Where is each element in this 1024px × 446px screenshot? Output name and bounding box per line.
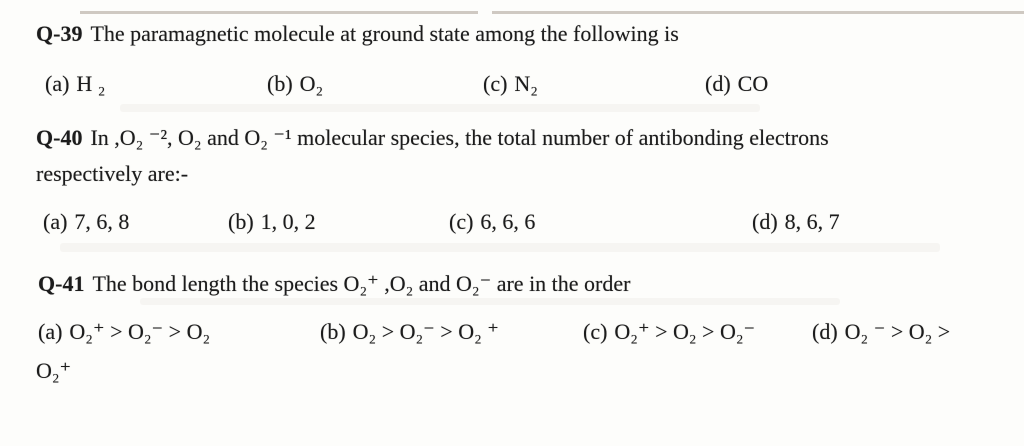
q40-option-a-label: (a)	[43, 209, 68, 234]
q40-option-b-label: (b)	[228, 209, 254, 234]
q41-option-d-label: (d)	[812, 319, 838, 344]
question-41-title	[38, 270, 630, 298]
q39-option-d	[705, 70, 768, 98]
q41-option-a-value: O₂⁺ > O₂⁻ > O₂	[69, 319, 211, 344]
q41-option-b-value: O₂ > O₂⁻ > O₂ ⁺	[352, 319, 499, 344]
question-39-number: Q-39	[36, 21, 83, 46]
question-41-text: The bond length the species O₂⁺ ,O₂ and O₂⁻ are in the order	[92, 271, 631, 296]
q40-option-a-value: 7, 6, 8	[74, 209, 130, 234]
q39-option-b	[267, 70, 323, 98]
q39-option-c-value: N₂	[514, 71, 538, 96]
question-39-text: The paramagnetic molecule at ground state among the following is	[90, 21, 679, 46]
q40-option-d	[752, 208, 840, 236]
q41-option-b-label: (b)	[320, 319, 346, 344]
q40-option-d-label: (d)	[752, 209, 778, 234]
question-40-text-line2: respectively are:-	[36, 161, 189, 186]
q41-option-d	[812, 318, 950, 346]
q39-option-b-value: O₂	[299, 71, 324, 96]
q41-option-c-value: O₂⁺ > O₂ > O₂⁻	[614, 319, 756, 344]
q40-option-c-value: 6, 6, 6	[480, 209, 536, 234]
top-border-rule-right	[492, 11, 1024, 14]
scan-smudge	[120, 104, 760, 112]
q39-option-d-value: CO	[737, 71, 769, 96]
q39-option-d-label: (d)	[705, 71, 731, 96]
q40-option-c	[449, 208, 535, 236]
q40-option-b-value: 1, 0, 2	[260, 209, 316, 234]
q39-option-a-label: (a)	[45, 71, 70, 96]
q41-option-a-label: (a)	[38, 319, 63, 344]
q41-option-d-continuation: O₂⁺	[36, 358, 72, 383]
q40-option-d-value: 8, 6, 7	[784, 209, 840, 234]
q39-option-a	[45, 70, 105, 98]
q39-option-a-value: H ₂	[76, 71, 106, 96]
top-border-rule-left	[80, 11, 478, 14]
q41-option-b	[320, 318, 499, 346]
question-40-number: Q-40	[36, 125, 83, 150]
question-39-title	[36, 20, 679, 48]
q41-option-c-label: (c)	[583, 319, 608, 344]
q39-option-b-label: (b)	[267, 71, 293, 96]
scan-smudge	[140, 298, 840, 305]
question-40-title	[36, 124, 829, 152]
q41-option-c	[583, 318, 755, 346]
q41-option-d-value: O₂ ⁻ > O₂ >	[844, 319, 951, 344]
q40-option-a	[43, 208, 129, 236]
q39-option-c	[483, 70, 538, 98]
scan-smudge	[60, 243, 940, 252]
question-40-text: In ,O₂ ⁻², O₂ and O₂ ⁻¹ molecular species, the total number of antibonding electrons	[90, 125, 829, 150]
question-41-number: Q-41	[38, 271, 85, 296]
q40-option-c-label: (c)	[449, 209, 474, 234]
q39-option-c-label: (c)	[483, 71, 508, 96]
q40-option-b	[228, 208, 316, 236]
q41-option-a	[38, 318, 210, 346]
